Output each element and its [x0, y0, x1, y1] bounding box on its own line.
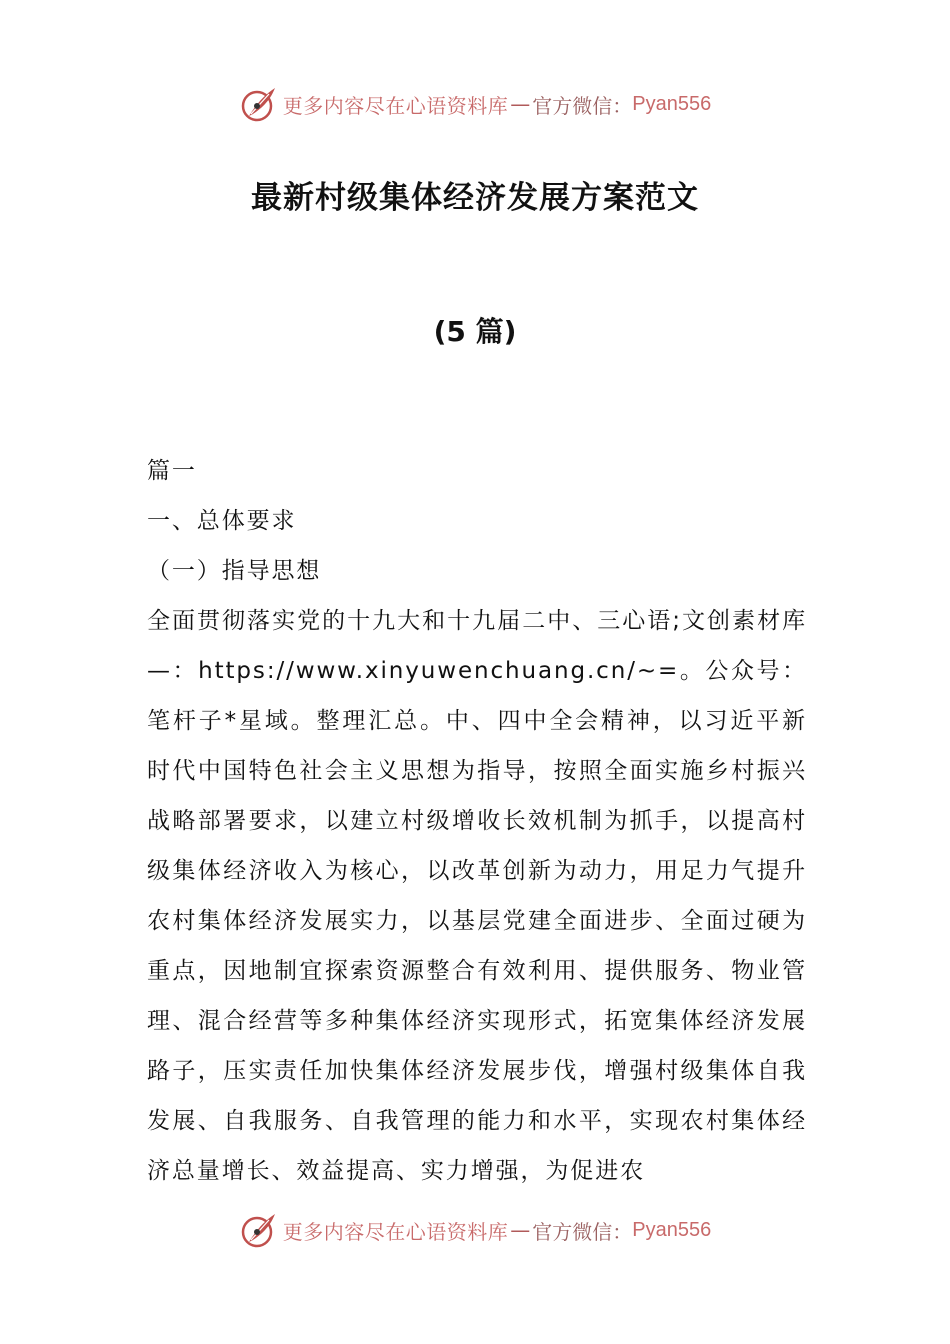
document-subtitle: (5 篇) — [433, 315, 517, 348]
heading-level-2: （一）指导思想 — [147, 558, 322, 584]
quill-logo-icon — [239, 84, 279, 124]
section-label: 篇一 — [147, 458, 197, 484]
header-wechat-id: Pyan556 — [632, 92, 712, 115]
header-wechat-label: 官方微信： — [532, 93, 633, 118]
footer-separator: — — [510, 1218, 531, 1242]
body-paragraph: 全面贯彻落实党的十九大和十九届二中、三心语;文创素材库—：https://www.xinyuwenchuang.cn/~=。公众号：笔杆子*星域。整理汇总。中、四中全会精神，以习近平新时代中国特色社会主义思想为指导，按照全面实施乡村振兴战略部署要求，以建立村级增收长效机制为抓手，以提高村级集体经济收入为核心，以改革创新为动力，用足力气提升农村集体经济发展实力，以基层党建全面进步、全面过硬为重点，因地制宜探索资源整合有效利用、提供服务、物业管理、混合经营等多种集体经济实现形式，拓宽集体经济发展路子，压实责任加快集体经济发展步伐，增强村级集体自我发展、自我服务、自我管理的能力和水平，实现农村集体经济总量增长、效益提高、实力增强，为促进农 — [147, 608, 807, 1184]
footer-brand-text: 更多内容尽在心语资料库 — [282, 1219, 509, 1244]
document-title: 最新村级集体经济发展方案范文 — [251, 180, 699, 216]
footer-wechat-id: Pyan556 — [632, 1218, 712, 1241]
header-brand-text: 更多内容尽在心语资料库 — [282, 93, 509, 118]
header-banner — [0, 82, 950, 126]
heading-level-1: 一、总体要求 — [147, 508, 297, 534]
document-body — [147, 446, 807, 1196]
quill-logo-icon — [239, 1210, 279, 1250]
header-separator: — — [510, 92, 531, 116]
footer-banner — [0, 1208, 950, 1252]
footer-wechat-label: 官方微信： — [532, 1219, 633, 1244]
